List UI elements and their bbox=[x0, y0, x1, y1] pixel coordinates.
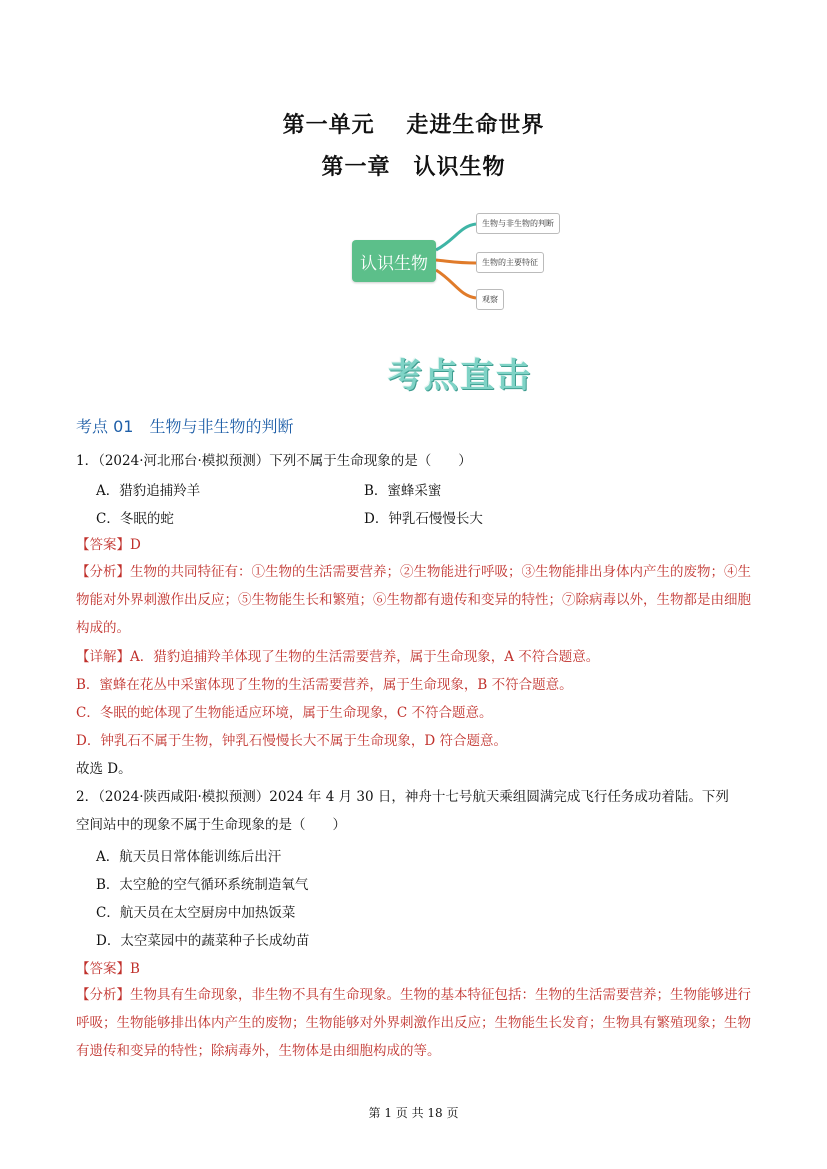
q2-option-a: A．航天员日常体能训练后出汗 bbox=[96, 849, 282, 865]
unit-title: 第一单元 走进生命世界 bbox=[282, 112, 545, 138]
q1-detail-b: B．蜜蜂在花丛中采蜜体现了生物的生活需要营养，属于生命现象，B 不符合题意。 bbox=[76, 677, 573, 693]
q2-option-d: D．太空菜园中的蔬菜种子长成幼苗 bbox=[96, 933, 310, 949]
q2-analysis: 【分析】生物具有生命现象，非生物不具有生命现象。生物的基本特征包括：生物的生活需要营养；生物能够进行呼吸；生物能够排出体内产生的废物；生物能够对外界刺激作出反应；生物能生长发育；生物具有繁殖现象；生物有遗传和变异的特性；除病毒外，生物体是由细胞构成的等。 bbox=[76, 987, 751, 1059]
q2-option-c: C．航天员在太空厨房中加热饭菜 bbox=[96, 905, 296, 921]
q1-option-c: C．冬眠的蛇 bbox=[96, 511, 174, 527]
q1-detail-a: 【详解】A．猎豹追捕羚羊体现了生物的生活需要营养，属于生命现象，A 不符合题意。 bbox=[76, 649, 600, 665]
q2-stem-line1: 2．（2024·陕西咸阳·模拟预测）2024 年 4 月 30 日，神舟十七号航天乘组圆满完成飞行任务成功着陆。下列 bbox=[76, 789, 729, 805]
q2-option-b: B．太空舱的空气循环系统制造氧气 bbox=[96, 877, 309, 893]
q1-detail-c: C．冬眠的蛇体现了生物能适应环境，属于生命现象，C 不符合题意。 bbox=[76, 705, 493, 721]
q1-detail-d: D．钟乳石不属于生物，钟乳石慢慢长大不属于生命现象，D 符合题意。 bbox=[76, 733, 507, 749]
mindmap-branch-2: 生物的主要特征 bbox=[476, 252, 544, 273]
q2-stem-line2: 空间站中的现象不属于生命现象的是（ ） bbox=[76, 817, 346, 833]
section-heading: 考点 01 生物与非生物的判断 bbox=[76, 417, 294, 436]
q2-answer: 【答案】B bbox=[76, 961, 140, 977]
q1-answer: 【答案】D bbox=[76, 537, 141, 553]
q1-conclusion: 故选 D。 bbox=[76, 761, 132, 777]
chapter-title: 第一章 认识生物 bbox=[321, 154, 506, 180]
kaodian-banner: 考点直击 bbox=[388, 356, 532, 396]
q1-option-d: D．钟乳石慢慢长大 bbox=[364, 511, 483, 527]
mindmap-root: 认识生物 bbox=[352, 240, 436, 282]
q1-option-a: A．猎豹追捕羚羊 bbox=[96, 483, 201, 499]
q1-stem: 1．（2024·河北邢台·模拟预测）下列不属于生命现象的是（ ） bbox=[76, 453, 472, 469]
q1-option-b: B．蜜蜂采蜜 bbox=[364, 483, 442, 499]
page-footer: 第 1 页 共 18 页 bbox=[368, 1106, 459, 1120]
q1-analysis: 【分析】生物的共同特征有：①生物的生活需要营养；②生物能进行呼吸；③生物能排出身体内产生的废物；④生物能对外界刺激作出反应；⑤生物能生长和繁殖；⑥生物都有遗传和变异的特性；⑦除病毒以外，生物都是由细胞构成的。 bbox=[76, 564, 751, 636]
mindmap-branch-1: 生物与非生物的判断 bbox=[476, 213, 560, 234]
mindmap-branch-3: 观察 bbox=[476, 289, 504, 310]
